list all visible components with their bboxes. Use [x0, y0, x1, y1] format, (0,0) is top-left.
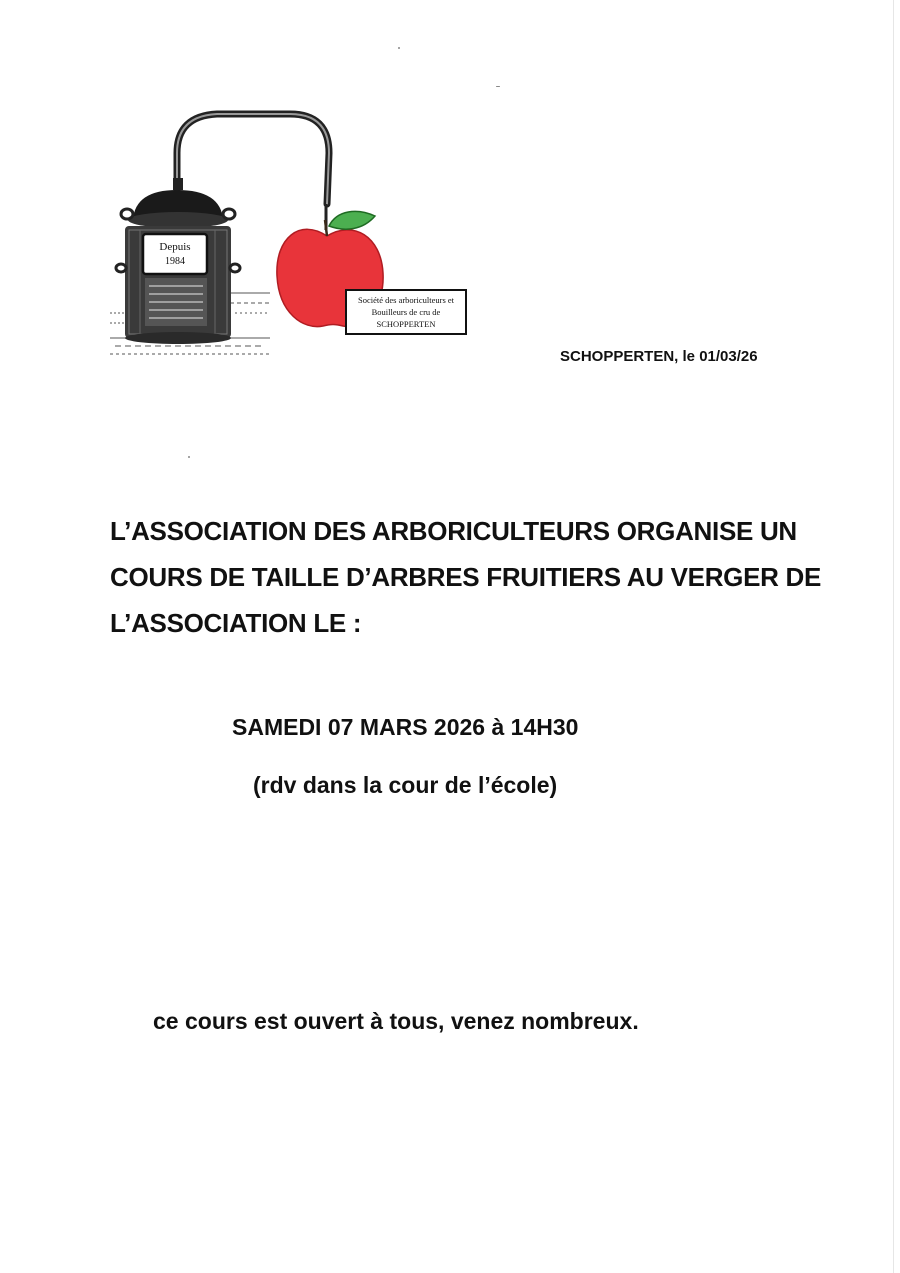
- event-meeting-point: (rdv dans la cour de l’école): [253, 772, 558, 798]
- label-line3: SCHOPPERTEN: [376, 319, 436, 329]
- place-and-date: SCHOPPERTEN, le 01/03/26: [560, 348, 758, 365]
- closing-invitation: ce cours est ouvert à tous, venez nombreux.: [153, 1008, 639, 1034]
- leaf-icon: [329, 211, 375, 229]
- scan-speck: [496, 86, 500, 87]
- event-date-time: SAMEDI 07 MARS 2026 à 14H30: [232, 714, 579, 740]
- scan-speck: [188, 456, 190, 458]
- association-logo: [105, 108, 470, 368]
- label-line2: Bouilleurs de cru de: [371, 307, 441, 317]
- scan-speck: [398, 47, 400, 49]
- scan-edge: [893, 0, 894, 1273]
- badge-line2: 1984: [165, 256, 185, 267]
- label-line1: Société des arboriculteurs et: [357, 295, 455, 305]
- announcement-headline: L’ASSOCIATION DES ARBORICULTEURS ORGANISE UN COURS DE TAILLE D’ARBRES FRUITIERS AU VERGER DE L’ASSOCIATION LE :: [110, 516, 822, 638]
- still-pipe: [177, 114, 329, 204]
- society-label: [346, 290, 466, 334]
- depuis-badge[interactable]: [143, 234, 207, 274]
- badge-line1: Depuis: [159, 241, 191, 253]
- still-and-apple-illustration: [105, 108, 470, 368]
- still-lid: [121, 178, 235, 228]
